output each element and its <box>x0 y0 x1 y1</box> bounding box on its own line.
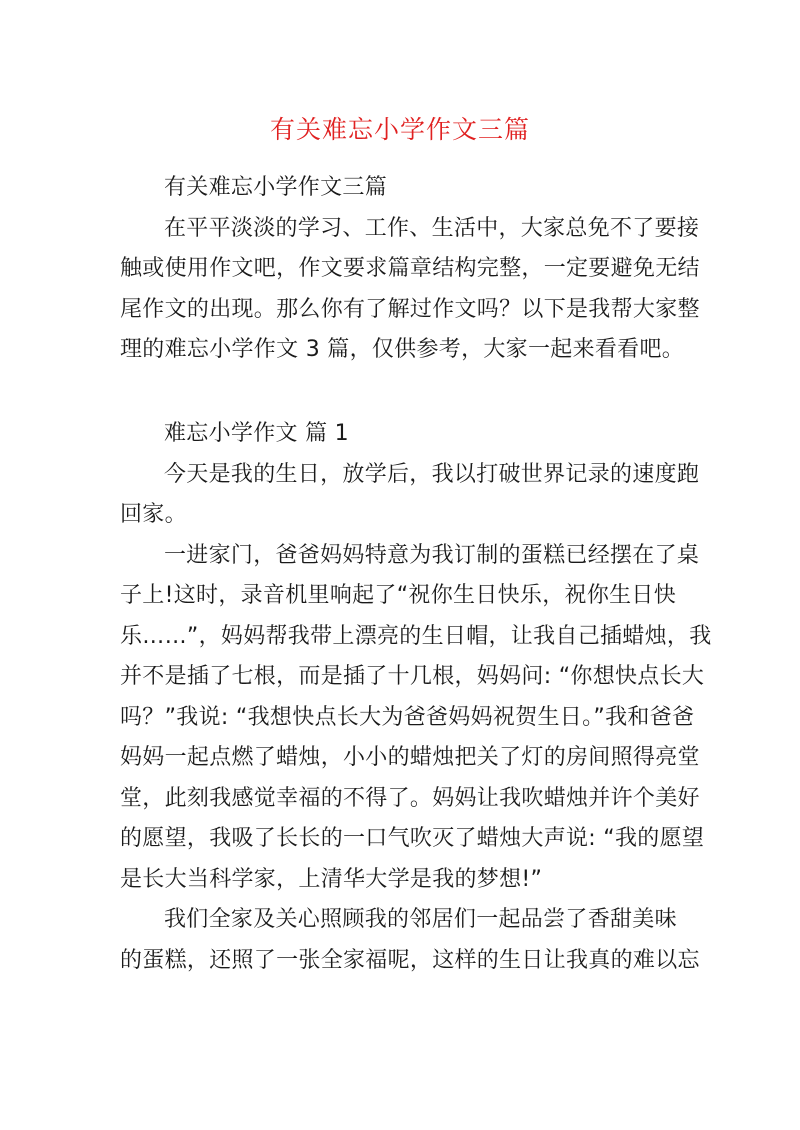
intro-line: 在平平淡淡的学习、工作、生活中，大家总免不了要接 <box>164 215 700 241</box>
intro-line: 触或使用作文吧，作文要求篇章结构完整，一定要避免无结 <box>120 256 700 281</box>
essay-line: 并不是插了七根，而是插了十几根，妈妈问: “你想快点长大 <box>120 664 705 689</box>
essay-line: 吗？”我说: “我想快点长大为爸爸妈妈祝贺生日。”我和爸爸 <box>120 704 695 730</box>
intro-section <box>120 168 700 371</box>
essay-line: 是长大当科学家，上清华大学是我的梦想!” <box>120 866 543 892</box>
essay-line: 我们全家及关心照顾我的邻居们一起品尝了香甜美味 <box>164 907 677 932</box>
document-title: 有关难忘小学作文三篇 <box>269 115 530 144</box>
intro-line: 尾作文的出现。那么你有了解过作文吗？以下是我帮大家整 <box>120 296 700 322</box>
essay-line: 的愿望，我吸了长长的一口气吹灭了蜡烛大声说: “我的愿望 <box>120 826 705 851</box>
essay-1-section <box>120 414 712 981</box>
essay-line: 子上!这时，录音机里响起了“祝你生日快乐，祝你生日快 <box>120 583 677 608</box>
essay-line: 一进家门，爸爸妈妈特意为我订制的蛋糕已经摆在了桌 <box>164 542 700 568</box>
intro-subtitle: 有关难忘小学作文三篇 <box>164 175 388 200</box>
essay-line: 妈妈一起点燃了蜡烛，小小的蜡烛把关了灯的房间照得亮堂 <box>120 745 700 770</box>
intro-line: 理的难忘小学作文 3 篇，仅供参考，大家一起来看看吧。 <box>120 337 685 362</box>
essay-line: 堂，此刻我感觉幸福的不得了。妈妈让我吹蜡烛并许个美好 <box>120 785 700 811</box>
essay-line: 的蛋糕，还照了一张全家福呢，这样的生日让我真的难以忘 <box>120 947 700 973</box>
essay-heading: 难忘小学作文 篇 1 <box>164 421 349 446</box>
essay-line: 今天是我的生日，放学后，我以打破世界记录的速度跑 <box>164 461 700 487</box>
essay-line: 回家。 <box>120 502 187 527</box>
essay-line: 乐……”，妈妈帮我带上漂亮的生日帽，让我自己插蜡烛，我 <box>120 623 712 649</box>
